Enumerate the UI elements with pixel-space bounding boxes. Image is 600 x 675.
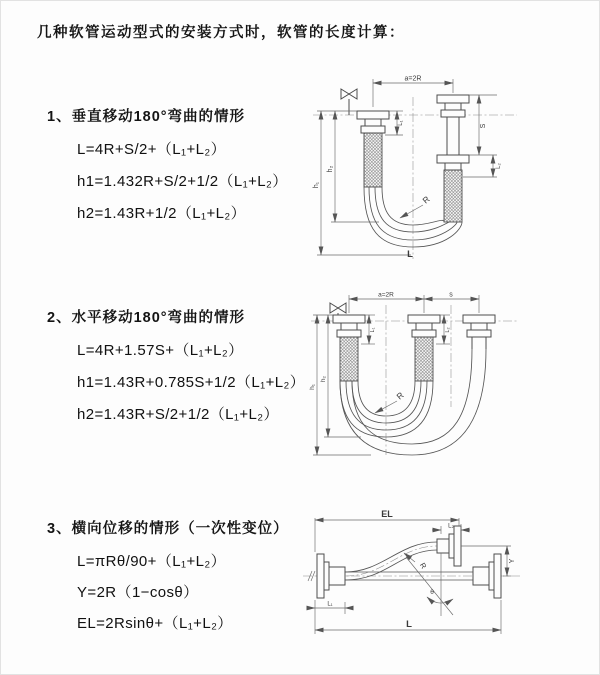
dim-label-s: s (449, 291, 453, 299)
section-1-formula-h2: h2=1.43R+1/2（L₁+L₂） (77, 205, 247, 222)
dim-label-h2: h₂ (320, 375, 327, 383)
right-pipe-fitting (437, 95, 469, 222)
dim-label-h1: h₁ (313, 181, 320, 189)
radius-label: R (417, 561, 429, 571)
dim-s-and-l2 (463, 95, 502, 177)
section-2-formula-l: L=4R+1.57S+（L₁+L₂） (77, 342, 244, 359)
radius-leader (375, 390, 406, 413)
section-3-heading: 3、横向位移的情形（一次性变位） (47, 521, 289, 537)
dim-l2 (432, 524, 470, 535)
dim-l1 (307, 602, 353, 615)
right-flange-fitting (473, 554, 501, 598)
u-bend-hose (340, 381, 433, 437)
section-2-formula-h2: h2=1.43R+S/2+1/2（L₁+L₂） (77, 406, 279, 423)
dim-l (315, 600, 501, 634)
diagram-vertical-180-bend (311, 69, 521, 261)
radius-label: R (420, 193, 432, 206)
braided-hose-section (340, 337, 358, 381)
section-1-heading: 1、垂直移动180°弯曲的情形 (47, 109, 246, 125)
section-1-formula-l: L=4R+S/2+（L₁+L₂） (77, 141, 227, 158)
dim-label-h2: h₂ (327, 165, 334, 173)
dim-label-y: Y (509, 558, 516, 564)
dim-label-l1: L₁ (327, 601, 333, 608)
dim-top-width (349, 292, 479, 314)
section-3-formula-el: EL=2Rsinθ+（L₁+L₂） (77, 615, 233, 632)
left-pipe-fitting (333, 315, 365, 381)
dim-label-l1: L₁ (370, 327, 376, 333)
section-3-formula-l: L=πRθ/90+（L₁+L₂） (77, 553, 226, 570)
displaced-pipe-fitting (463, 315, 495, 349)
dim-label-el: EL (381, 509, 393, 519)
dim-label-h1: h₁ (309, 384, 316, 390)
dim-label-l2: L₂ (448, 523, 454, 530)
diagram-horizontal-180-bend (309, 287, 521, 463)
dim-label-a2r: a=2R (378, 291, 394, 299)
radius-leader (404, 553, 429, 571)
dim-label-l1: L₁ (398, 120, 404, 126)
angle-construction (406, 553, 453, 616)
braided-hose-section (444, 170, 462, 222)
angle-label: θ (430, 589, 434, 596)
left-flange-fitting (317, 554, 345, 598)
radius-label: R (394, 389, 406, 402)
dim-label-s: S (480, 123, 487, 129)
dim-label-l2: L₂ (445, 327, 451, 333)
section-3-formula-y: Y=2R（1−cosθ） (77, 584, 199, 601)
left-pipe-fitting (357, 111, 389, 187)
length-label: L (407, 249, 413, 260)
s-curve-hose (345, 542, 437, 580)
page-title: 几种软管运动型式的安装方式时，软管的长度计算： (37, 25, 405, 41)
dim-label-a2r: a=2R (404, 75, 422, 83)
displaced-flange-fitting (437, 523, 461, 566)
middle-pipe-fitting (408, 315, 440, 381)
diagram-lateral-displacement (301, 504, 525, 644)
braided-hose-section (364, 133, 382, 187)
section-1-formula-h1: h1=1.432R+S/2+1/2（L₁+L₂） (77, 173, 288, 190)
section-2-heading: 2、水平移动180°弯曲的情形 (47, 310, 246, 326)
radius-leader (400, 194, 432, 218)
section-2-formula-h1: h1=1.43R+0.785S+1/2（L₁+L₂） (77, 374, 306, 391)
braided-hose-section (415, 337, 433, 381)
dim-label-l: L (406, 619, 412, 630)
dim-label-l2: L₂ (496, 163, 502, 169)
